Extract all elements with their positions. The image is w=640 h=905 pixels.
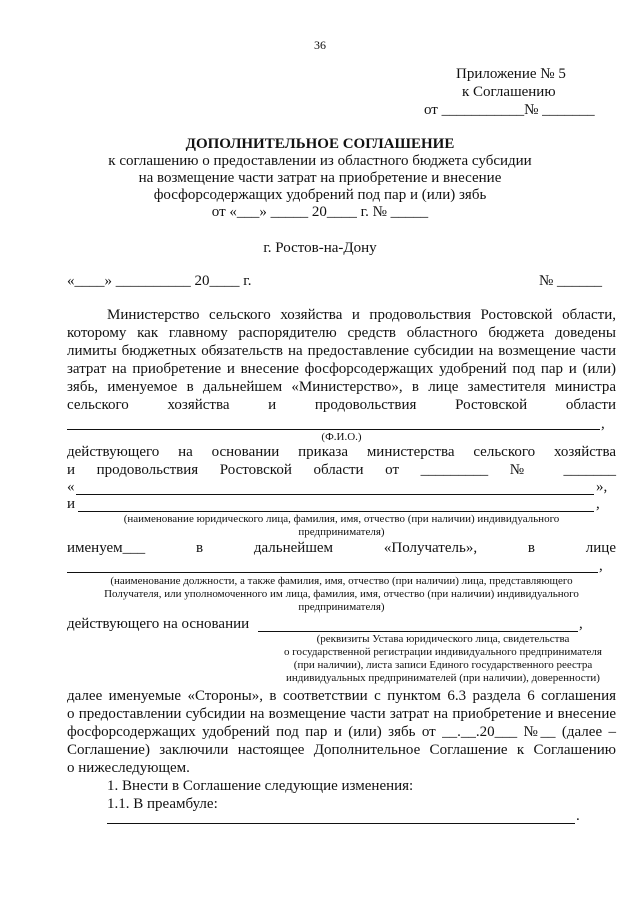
document-title: ДОПОЛНИТЕЛЬНОЕ СОГЛАШЕНИЕ [185, 136, 455, 152]
fio-comma: , [601, 416, 605, 432]
paragraph-3-line-1: именуем___ в дальнейшем «Получатель», в лице [67, 540, 616, 556]
item-1-1: 1.1. В преамбуле: [107, 796, 218, 812]
position-caption-3: предпринимателя) [298, 601, 385, 613]
paragraph-5-line-1: далее именуемые «Стороны», в соответствии с пунктом 6.3 раздела 6 соглашения [67, 688, 616, 704]
fio-caption: (Ф.И.О.) [321, 431, 362, 443]
paragraph-1-line-2: которому как главному распорядителю средств областного бюджета доведены [67, 325, 616, 341]
paragraph-1-line-1: Министерство сельского хозяйства и продовольствия Ростовской области, [107, 307, 616, 323]
order-name-blank-line [76, 494, 594, 495]
item-1: 1. Внести в Соглашение следующие изменения: [107, 778, 414, 794]
requisites-caption-3: (при наличии), листа записи Единого государственного реестра [293, 659, 593, 671]
paragraph-2-line-1: действующего на основании приказа министерства сельского хозяйства [67, 444, 616, 460]
paragraph-1-line-6: сельского хозяйства и продовольствия Ростовской области [67, 397, 616, 413]
requisites-caption-2: о государственной регистрации индивидуального предпринимателя [284, 646, 602, 658]
position-comma: , [599, 558, 603, 574]
preamble-period: . [576, 808, 580, 824]
page-number: 36 [314, 38, 326, 52]
title-date-number: от «___» _____ 20____ г. № _____ [211, 204, 429, 220]
quote-open: « [67, 479, 75, 495]
appendix-number: Приложение № 5 [456, 66, 566, 82]
requisites-blank-line [258, 631, 578, 632]
and-comma: , [596, 496, 600, 512]
preamble-blank-line [107, 823, 575, 824]
agreement-number: № ______ [539, 273, 603, 289]
requisites-caption-1: (реквизиты Устава юридического лица, свидетельства [316, 633, 570, 645]
city: г. Ростов-на-Дону [263, 240, 377, 256]
paragraph-5-line-5: о нижеследующем. [67, 760, 190, 776]
title-subtitle-2: на возмещение части затрат на приобретение и внесение [138, 170, 502, 186]
title-subtitle-1: к соглашению о предоставлении из областного бюджета субсидии [108, 153, 532, 169]
paragraph-2-line-2: и продовольствия Ростовской области от _________ № _______ [67, 462, 616, 478]
paragraph-4-line-1: действующего на основании [67, 616, 250, 632]
paragraph-1-line-4: затрат на приобретение и внесение фосфорсодержащих удобрений под пар и (или) [67, 361, 616, 377]
recipient-caption-2: предпринимателя) [298, 526, 385, 538]
requisites-caption-4: индивидуальных предпринимателей (при наличии), доверенности) [286, 672, 600, 684]
recipient-blank-line [78, 511, 594, 512]
title-subtitle-3: фосфорсодержащих удобрений под пар и (или) зябь [153, 187, 487, 203]
paragraph-1-line-5: зябь, именуемое в дальнейшем «Министерство», в лице заместителя министра [67, 379, 616, 395]
paragraph-1-line-3: лимиты бюджетных обязательств на предоставление субсидии на возмещение части [67, 343, 616, 359]
fio-blank-line [67, 429, 600, 430]
paragraph-5-line-3: фосфорсодержащих удобрений под пар и (или) зябь от __.__.20___ №__ (далее – [67, 724, 616, 740]
recipient-caption-1: (наименование юридического лица, фамилия, имя, отчество (при наличии) индивидуального [123, 513, 560, 525]
appendix-date-number: от ___________№ _______ [424, 102, 595, 118]
position-blank-line [67, 572, 598, 573]
quote-close: », [596, 479, 608, 495]
requisites-comma: , [579, 616, 583, 632]
and-word: и [67, 496, 76, 512]
paragraph-5-line-4: Соглашение) заключили настоящее Дополнительное Соглашение к Соглашению [67, 742, 616, 758]
paragraph-5-line-2: о предоставлении субсидии на возмещение части затрат на приобретение и внесение [67, 706, 616, 722]
position-caption-1: (наименование должности, а также фамилия, имя, отчество (при наличии) лица, представляющего [110, 575, 573, 587]
appendix-to-agreement: к Соглашению [462, 84, 556, 100]
position-caption-2: Получателя, или уполномоченного им лица, фамилия, имя, отчество (при наличии) индивидуального [104, 588, 579, 600]
agreement-date: «____» __________ 20____ г. [67, 273, 252, 289]
